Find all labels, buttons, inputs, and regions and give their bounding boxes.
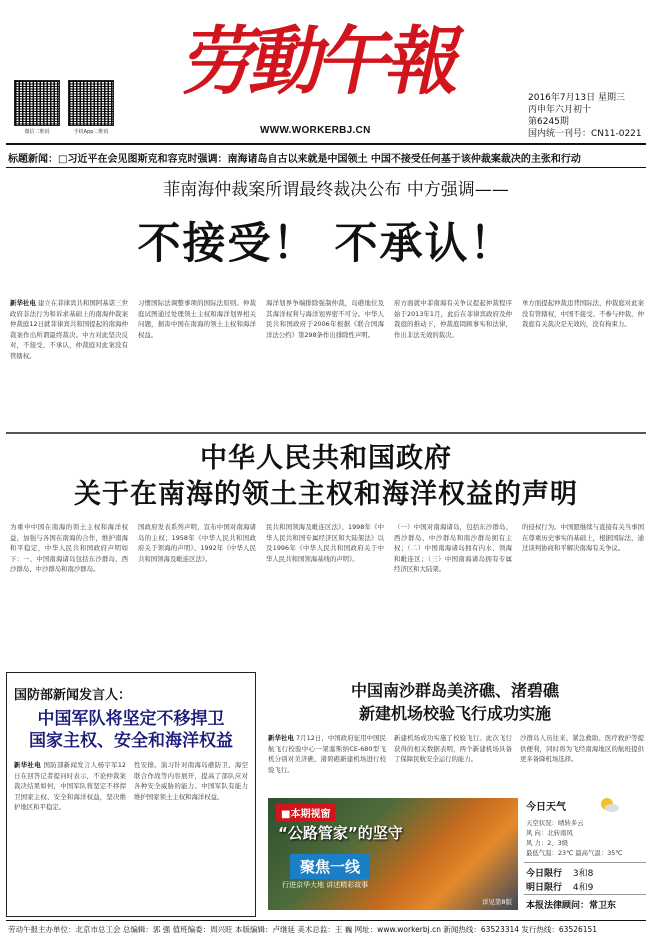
footer-rule xyxy=(6,920,646,921)
lunar-date: 丙申年六月初十 xyxy=(528,105,592,115)
airport-column-2: 新建机场成功实施了校验飞行。此次飞行获得的相关数据表明，两个新建机场具备了保障民航安全运行的能力。 xyxy=(394,734,512,763)
lead-column-1: 新华社电 建立在菲律宾共和国阿基诺三世政府非法行为和诉求基础上的南海仲裁案仲裁庭12日就菲律宾共和国提起的南海仲裁案作出所谓最终裁决。中方对此坚决反对，不接受，不承认，仲裁庭对此案没有管辖权。 xyxy=(10,299,128,360)
statement-title-2: 关于在南海的领土主权和海洋权益的声明 xyxy=(74,479,578,510)
promo-headline: “公路管家”的坚守 xyxy=(278,824,403,842)
site-url[interactable]: WWW.WORKERBJ.CN xyxy=(260,125,371,136)
statement-column-3: 民共和国领海及毗连区法》、1998年《中华人民共和国专属经济区和大陆架法》以及1996年《中华人民共和国政府关于中华人民共和国领海基线的声明》。 xyxy=(266,523,384,563)
statement-column-1: 为重申中国在南海的领土主权和海洋权益，加强与各国在南海的合作，维护南海和平稳定，中华人民共和国政府声明如下：一、中国南海诸岛包括东沙群岛、西沙群岛、中沙群岛和南沙群岛。 xyxy=(10,523,128,573)
defense-byline: 新华社电 xyxy=(14,761,42,769)
promo-box: 聚焦一线 xyxy=(290,854,370,879)
wechat-qr-code xyxy=(14,80,60,126)
header-rule xyxy=(6,143,646,145)
statement-column-2: 国政府发表系列声明，宣布中国对南海诸岛的主权；1958年《中华人民共和国政府关于领海的声明》、1992年《中华人民共和国领海及毗连区法》。 xyxy=(138,523,256,563)
weather-sky: 天空状况：晴转多云 xyxy=(526,819,584,827)
feature-promo[interactable] xyxy=(268,798,518,910)
airport-byline: 新华社电 xyxy=(268,734,294,742)
lead-byline: 新华社电 xyxy=(10,299,36,307)
section-divider-1 xyxy=(6,432,646,434)
promo-tag: ■本期视窗 xyxy=(276,804,335,821)
defense-title-1: 中国军队将坚定不移捍卫 xyxy=(37,709,225,729)
dateline xyxy=(528,92,646,140)
statement-column-4: （一）中国对南海诸岛，包括东沙群岛、西沙群岛、中沙群岛和南沙群岛拥有主权；（二）中国南海诸岛拥有内水、领海和毗连区；（三）中国南海诸岛拥有专属经济区和大陆架。 xyxy=(394,523,512,573)
issue-number: 第6245期 xyxy=(528,117,569,127)
limit-tomorrow: 明日限行 4和9 xyxy=(526,883,594,893)
masthead-logo: 劳動午報 xyxy=(175,19,467,105)
lead-column-3: 海洋划界争端排除强制仲裁，岛礁地位及其海洋权利与海洋划界密不可分。中华人民共和国政府于2006年根据《联合国海洋法公约》第298条作出排除性声明。 xyxy=(266,299,384,339)
camera-icon: ■ xyxy=(281,809,291,820)
airport-title-2: 新建机场校验飞行成功实施 xyxy=(358,704,551,723)
weather-wind-force: 风 力：2、3级 xyxy=(526,839,569,847)
weather-temps: 最低气温：23℃ 最高气温：35℃ xyxy=(526,849,623,857)
defense-column-2: 性安排。演习针对南海岛礁防卫、海空联合作战等内容展开，提高了部队应对各种安全威胁的能力。中国军队有能力维护国家领土主权和海洋权益。 xyxy=(134,761,248,801)
cn-number: 国内统一刊号：CN11-0221 xyxy=(528,129,642,139)
weather-rule-2 xyxy=(524,894,646,895)
wechat-qr-label: 微信二维码 xyxy=(24,129,50,135)
defense-kicker: 国防部新闻发言人： xyxy=(14,688,132,703)
headline-bar-text[interactable]: □习近平在会见图斯克和容克时强调：南海诸岛自古以来就是中国领土 中国不接受任何基于该仲裁案裁决的主张和行动 xyxy=(58,154,581,165)
issue-date: 2016年7月13日 星期三 xyxy=(528,93,625,103)
lead-column-5: 单方面提起仲裁违背国际法，仲裁庭对此案没有管辖权，中国不接受、不参与仲裁，仲裁庭有关裁决是无效的，没有拘束力。 xyxy=(522,299,644,328)
promo-tagline: 行进京华大地 讲述精彩故事 xyxy=(282,881,369,889)
weather-rule-1 xyxy=(524,862,646,863)
statement-title-1: 中华人民共和国政府 xyxy=(200,443,452,474)
promo-more: 详见第8版 xyxy=(481,898,512,906)
airport-column-1: 新华社电 7月12日，中国政府征用中国民航飞行校验中心一架塞斯纳CE-680型飞机分别对美济礁、渚碧礁新建机场进行校验飞行。 xyxy=(268,734,386,774)
limit-today: 今日限行 3和8 xyxy=(526,869,594,879)
app-qr-code xyxy=(68,80,114,126)
lead-title: 不接受！ 不承认！ xyxy=(137,219,515,269)
legal-counsel: 本报法律顾问：常卫东 xyxy=(526,901,617,911)
defense-title-2: 国家主权、安全和海洋权益 xyxy=(29,731,233,751)
defense-column-1: 新华社电 国防部新闻发言人杨宇军12日在回答记者提问时表示，不论仲裁案裁决结果如何，中国军队将坚定不移捍卫国家主权、安全和海洋权益，坚决维护地区和平稳定。 xyxy=(14,761,126,811)
weather-wind-dir: 风 向：北转南风 xyxy=(526,829,573,837)
headline-bar-rule xyxy=(6,167,646,168)
airport-column-3: 沙群岛人员往来、紧急救助、医疗救护等提供便利，同时将为飞经南海地区的航班提供更多备降机场选择。 xyxy=(520,734,644,763)
airport-title-1: 中国南沙群岛美济礁、渚碧礁 xyxy=(350,681,559,700)
app-qr-label: 手机App二维码 xyxy=(73,129,109,135)
lead-column-4: 府方面就中菲南海有关争议提起仲裁程序始于2013年1月，此后在菲律宾政府及仲裁庭的推动下，仲裁庭罔顾事实和法律，作出非法无效的裁决。 xyxy=(394,299,512,339)
sunny-cloudy-icon xyxy=(598,796,620,814)
lead-column-2: 习惯国际法调整事项的国际法原则。仲裁庭试图通过处理领土主权和海洋划界相关问题，损害中国在南海的领土主权和海洋权益。 xyxy=(138,299,256,339)
footer-credits: 劳动午报主办单位：北京市总工会 总编辑：郭 强 值班编委：周兴旺 本版编辑：卢继延 美术总监：王 巍 网址：www.workerbj.cn 新闻热线：63523314 发行热线：63526151 xyxy=(8,925,598,934)
statement-column-5: 的侵权行为。中国愿继续与直接有关当事国在尊重历史事实的基础上，根据国际法，通过谈判协商和平解决南海有关争议。 xyxy=(522,523,644,552)
weather-title: 今日天气 xyxy=(526,802,566,813)
lead-kicker: 菲南海仲裁案所谓最终裁决公布 中方强调—— xyxy=(163,180,509,200)
headline-bar xyxy=(8,150,648,165)
weather-panel xyxy=(524,796,646,918)
headline-bar-label: 标题新闻： xyxy=(8,154,58,165)
